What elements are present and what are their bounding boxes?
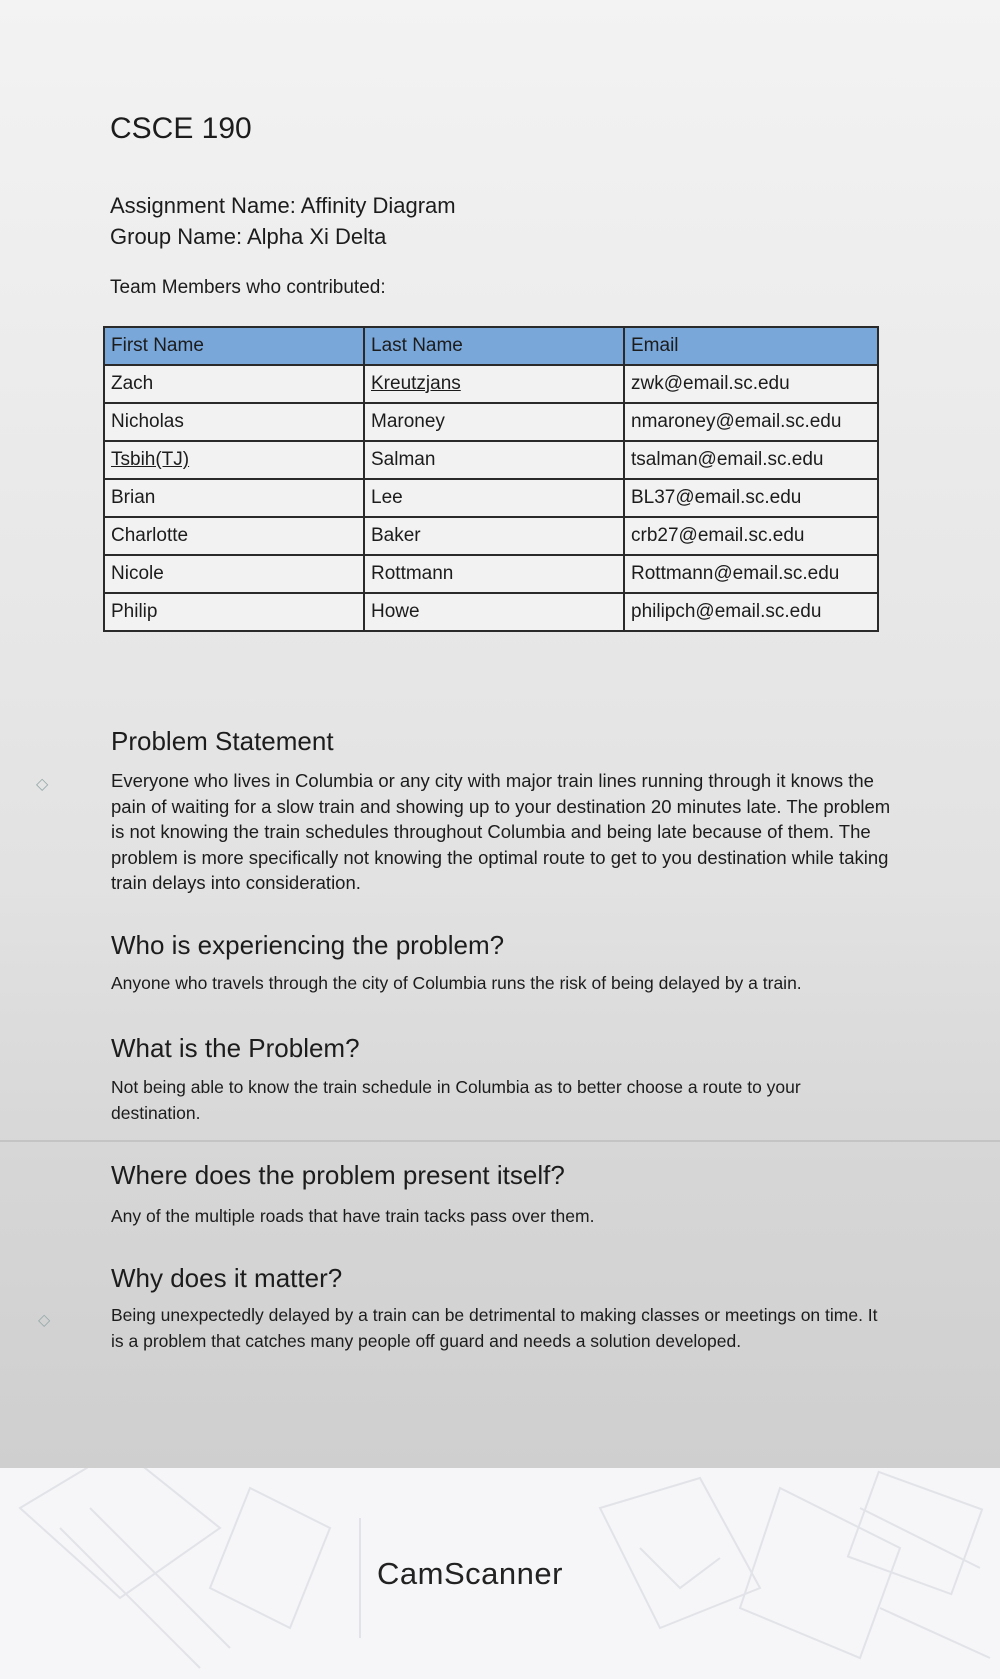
first-name-cell: Charlotte <box>104 517 364 555</box>
table-row <box>104 403 878 441</box>
page-fold-line <box>0 1140 1000 1142</box>
email-cell: tsalman@email.sc.edu <box>624 441 878 479</box>
problem-statement-heading: Problem Statement <box>111 726 334 756</box>
who-heading: Who is experiencing the problem? <box>111 930 505 960</box>
email-cell: philipch@email.sc.edu <box>624 593 878 631</box>
first-name-cell: Tsbih(TJ) <box>104 441 364 479</box>
diamond-mark-icon: ◇ <box>36 776 49 793</box>
where-heading: Where does the problem present itself? <box>111 1160 565 1190</box>
what-text: Not being able to know the train schedule in Columbia as to better choose a route to your destination. <box>111 1077 801 1123</box>
table-row <box>104 479 878 517</box>
email-cell: crb27@email.sc.edu <box>624 517 878 555</box>
header-email: Email <box>624 327 878 365</box>
header-last-name: Last Name <box>364 327 624 365</box>
email-cell: zwk@email.sc.edu <box>624 365 878 403</box>
group-name: Group Name: Alpha Xi Delta <box>110 224 387 249</box>
course-title: CSCE 190 <box>110 112 252 145</box>
assignment-meta <box>110 190 456 252</box>
camscanner-footer <box>0 1468 1000 1679</box>
last-name-cell: Kreutzjans <box>364 365 624 403</box>
email-cell: BL37@email.sc.edu <box>624 479 878 517</box>
members-table <box>103 326 879 632</box>
last-name-cell: Salman <box>364 441 624 479</box>
where-text: Any of the multiple roads that have train tacks pass over them. <box>111 1206 595 1226</box>
assignment-name: Assignment Name: Affinity Diagram <box>110 193 456 218</box>
who-text: Anyone who travels through the city of Columbia runs the risk of being delayed by a train. <box>111 973 802 993</box>
first-name-cell: Brian <box>104 479 364 517</box>
last-name-cell: Baker <box>364 517 624 555</box>
first-name-cell: Nicholas <box>104 403 364 441</box>
last-name-cell: Lee <box>364 479 624 517</box>
table-row <box>104 555 878 593</box>
header-first-name: First Name <box>104 327 364 365</box>
what-heading: What is the Problem? <box>111 1033 360 1063</box>
table-row <box>104 441 878 479</box>
table-header-row <box>104 327 878 365</box>
last-name-cell: Rottmann <box>364 555 624 593</box>
table-row <box>104 593 878 631</box>
first-name-cell: Philip <box>104 593 364 631</box>
last-name-cell: Howe <box>364 593 624 631</box>
diamond-mark-icon: ◇ <box>38 1312 51 1329</box>
first-name-cell: Zach <box>104 365 364 403</box>
problem-statement-text: Everyone who lives in Columbia or any city with major train lines running through it knows the pain of waiting for a slow train and showing up to your destination 20 minutes late. The problem is not knowing the train schedules throughout Columbia and being late because of them. The problem is more specifically not knowing the optimal route to get to you destination while taking train delays into consideration. <box>111 770 891 893</box>
contributors-label: Team Members who contributed: <box>110 277 386 298</box>
last-name-cell: Maroney <box>364 403 624 441</box>
table-row <box>104 517 878 555</box>
email-cell: nmaroney@email.sc.edu <box>624 403 878 441</box>
camscanner-watermark: CamScanner <box>377 1556 563 1591</box>
email-cell: Rottmann@email.sc.edu <box>624 555 878 593</box>
why-text: Being unexpectedly delayed by a train can be detrimental to making classes or meetings on time. It is a problem that catches many people off guard and needs a solution developed. <box>111 1305 878 1351</box>
table-row <box>104 365 878 403</box>
first-name-cell: Nicole <box>104 555 364 593</box>
why-heading: Why does it matter? <box>111 1263 343 1293</box>
